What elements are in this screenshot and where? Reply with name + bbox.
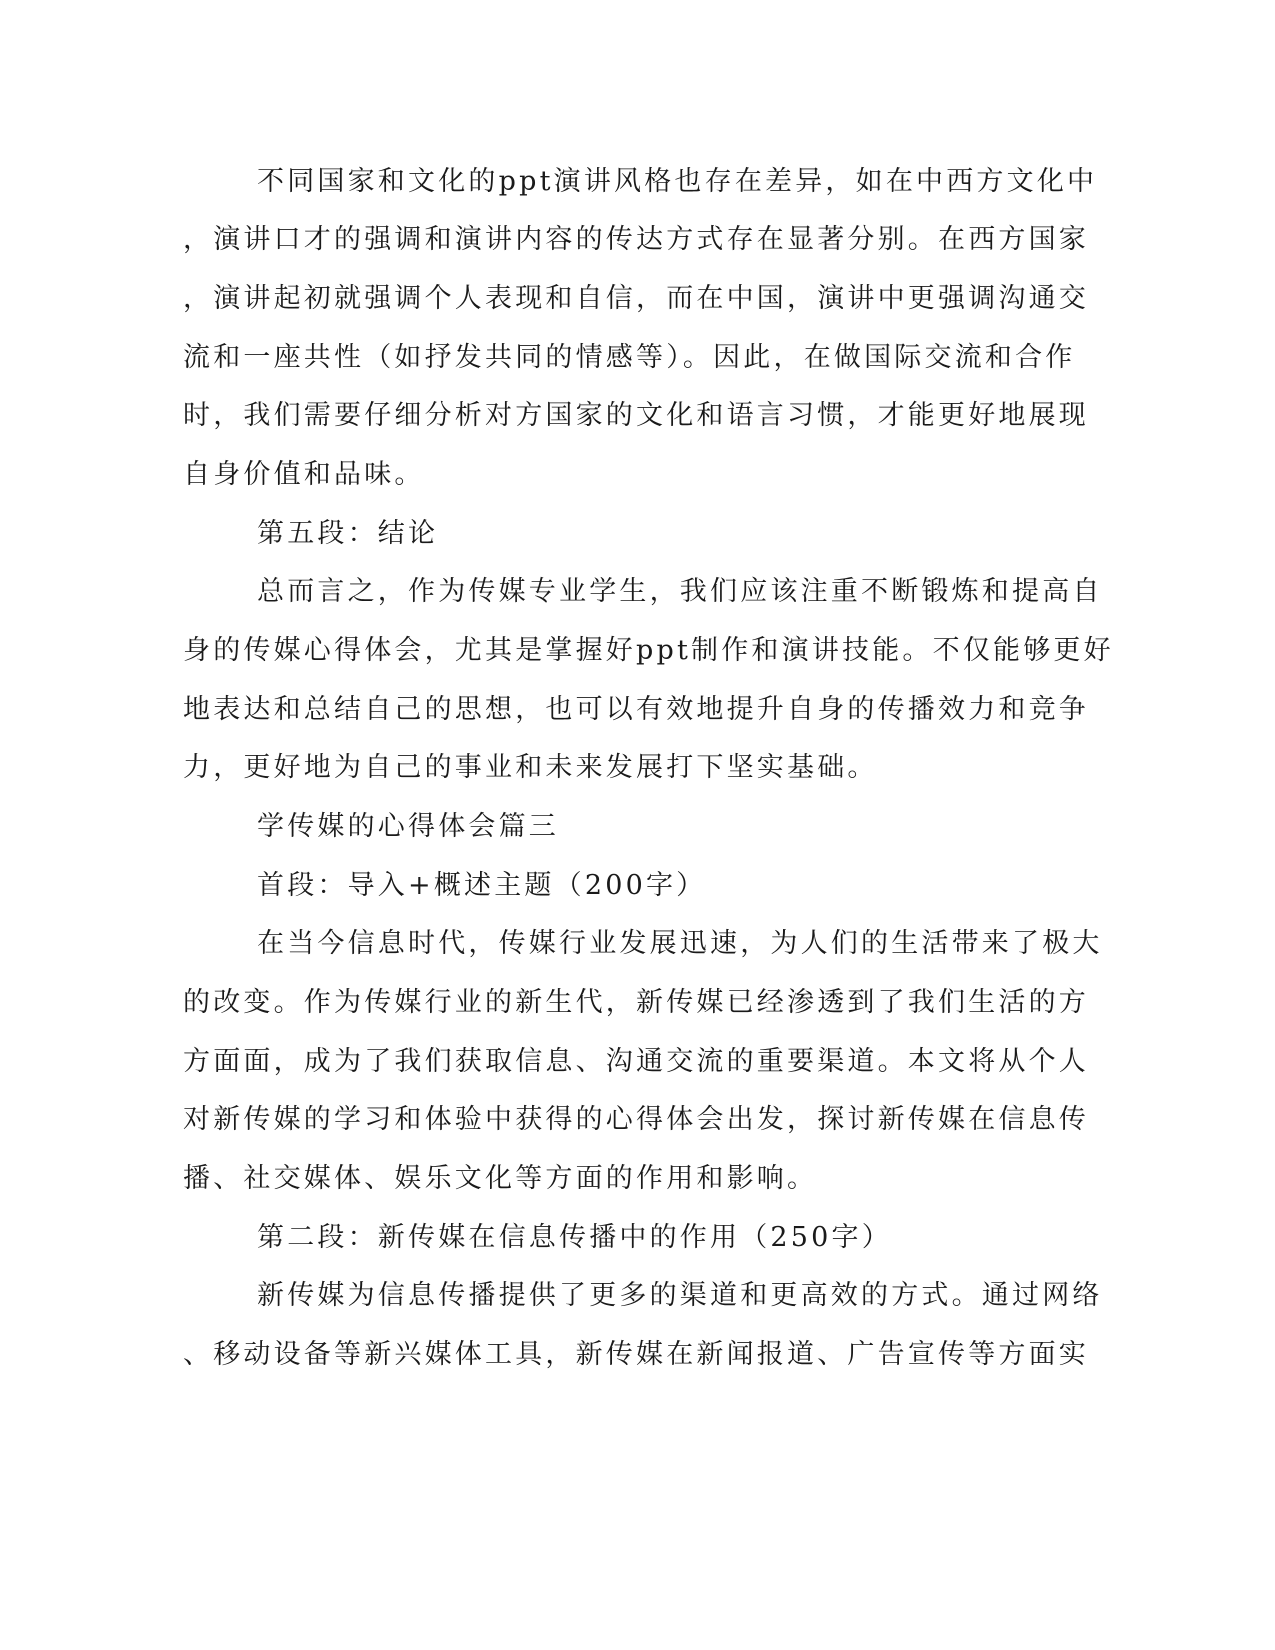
paragraph-line: 身的传媒心得体会，尤其是掌握好ppt制作和演讲技能。不仅能够更好 bbox=[183, 635, 1114, 666]
paragraph-line: 的改变。作为传媒行业的新生代，新传媒已经渗透到了我们生活的方 bbox=[183, 987, 1089, 1018]
paragraph-line: 总而言之，作为传媒专业学生，我们应该注重不断锻炼和提高自 bbox=[257, 576, 1103, 607]
paragraph-line: 播、社交媒体、娱乐文化等方面的作用和影响。 bbox=[183, 1163, 818, 1194]
paragraph-line: 、移动设备等新兴媒体工具，新传媒在新闻报道、广告宣传等方面实 bbox=[183, 1339, 1089, 1370]
paragraph-line: 方面面，成为了我们获取信息、沟通交流的重要渠道。本文将从个人 bbox=[183, 1046, 1089, 1077]
section-heading: 第二段：新传媒在信息传播中的作用（250字） bbox=[257, 1222, 892, 1253]
paragraph-line: ，演讲口才的强调和演讲内容的传达方式存在显著分别。在西方国家 bbox=[183, 224, 1089, 255]
paragraph-line: ，演讲起初就强调个人表现和自信，而在中国，演讲中更强调沟通交 bbox=[183, 283, 1089, 314]
paragraph-line: 时，我们需要仔细分析对方国家的文化和语言习惯，才能更好地展现 bbox=[183, 400, 1089, 431]
paragraph-line: 不同国家和文化的ppt演讲风格也存在差异，如在中西方文化中 bbox=[257, 166, 1098, 197]
paragraph-line: 新传媒为信息传播提供了更多的渠道和更高效的方式。通过网络 bbox=[257, 1280, 1103, 1311]
paragraph-line: 流和一座共性（如抒发共同的情感等）。因此，在做国际交流和合作 bbox=[183, 342, 1076, 373]
section-heading: 首段：导入+概述主题（200字） bbox=[257, 870, 707, 901]
section-heading: 第五段：结论 bbox=[257, 518, 439, 549]
section-heading: 学传媒的心得体会篇三 bbox=[257, 811, 559, 842]
paragraph-line: 地表达和总结自己的思想，也可以有效地提升自身的传播效力和竞争 bbox=[183, 694, 1089, 725]
paragraph-line: 力，更好地为自己的事业和未来发展打下坚实基础。 bbox=[183, 752, 878, 783]
paragraph-line: 自身价值和品味。 bbox=[183, 459, 425, 490]
paragraph-line: 对新传媒的学习和体验中获得的心得体会出发，探讨新传媒在信息传 bbox=[183, 1104, 1089, 1135]
paragraph-line: 在当今信息时代，传媒行业发展迅速，为人们的生活带来了极大 bbox=[257, 928, 1103, 959]
